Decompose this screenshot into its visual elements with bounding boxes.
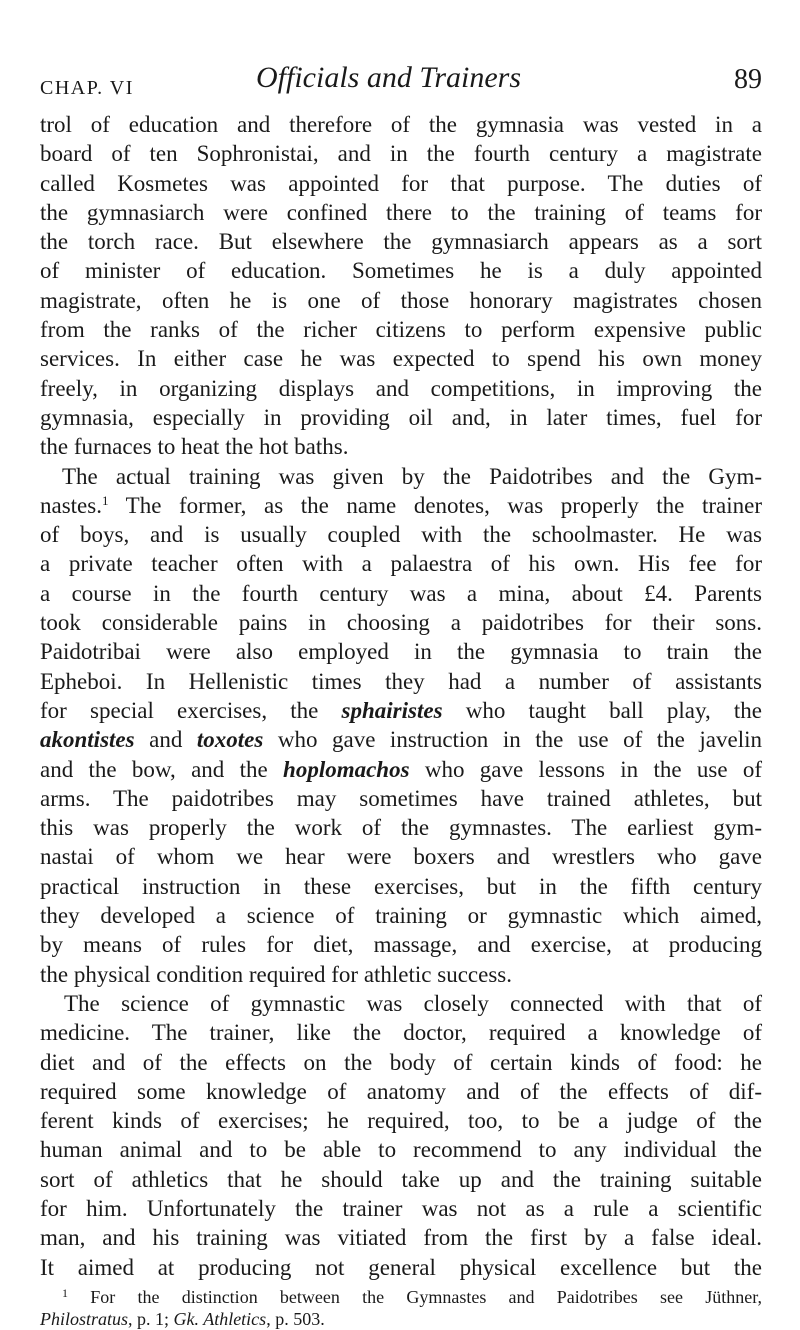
text-line: diet and of the effects on the body of certain kinds of food: he (40, 1049, 762, 1075)
text-line: of minister of education. Sometimes he is a duly appointed (40, 258, 762, 284)
text-line: a private teacher often with a palaestra of his own. His fee for (40, 551, 762, 577)
text-segment: nastes. (40, 492, 102, 518)
citation-title: Gk. Athletics (173, 1308, 267, 1329)
text-segment: who gave instruction in the use of the javelin (263, 727, 762, 753)
greek-term: hoplomachos (283, 756, 410, 782)
text-line (40, 725, 762, 754)
text-segment: , p. 1; (128, 1308, 174, 1329)
text-line: practical instruction in these exercises, but in the fifth century (40, 873, 762, 899)
text-line: of boys, and is usually coupled with the schoolmaster. He was (40, 522, 762, 548)
text-segment: and (134, 727, 197, 753)
text-line: gymnasia, especially in providing oil and, in later times, fuel for (40, 404, 762, 430)
page-number: 89 (734, 64, 762, 95)
text-line: from the ranks of the richer citizens to perform expensive public (40, 317, 762, 343)
text-line: the furnaces to heat the hot baths. (40, 434, 349, 460)
text-line: The actual training was given by the Paidotribes and the Gym- (62, 463, 762, 489)
text-line: human animal and to be able to recommend to any individual the (40, 1137, 762, 1163)
paragraph-2 (40, 462, 762, 989)
text-line: ferent kinds of exercises; he required, too, to be a judge of the (40, 1108, 762, 1134)
text-line: services. In either case he was expected to spend his own money (40, 346, 762, 372)
greek-term: toxotes (196, 727, 264, 753)
footnote-number: 1 (62, 1285, 68, 1300)
greek-term: akontistes (40, 727, 135, 753)
text-line: Epheboi. In Hellenistic times they had a number of assistants (40, 668, 762, 694)
text-line: the gymnasiarch were confined there to the training of teams for (40, 199, 762, 225)
footnote-line (40, 1308, 762, 1330)
text-line: It aimed at producing not general physical excellence but the (40, 1254, 762, 1280)
text-segment: and the bow, and the (40, 756, 284, 782)
text-line: this was properly the work of the gymnastes. The earliest gym- (40, 815, 762, 841)
text-line: magistrate, often he is one of those honorary magistrates chosen (40, 287, 762, 313)
chapter-label: CHAP. VI (40, 77, 134, 99)
text-line: took considerable pains in choosing a paidotribes for their sons. (40, 610, 762, 636)
book-page (40, 62, 762, 1330)
text-segment: who gave lessons in the use of (409, 756, 762, 782)
text-line: arms. The paidotribes may sometimes have trained athletes, but (40, 785, 762, 811)
footnote-line (40, 1286, 762, 1308)
text-line: a course in the fourth century was a mina, about £4. Parents (40, 580, 762, 606)
running-header (40, 62, 762, 110)
text-line: for him. Unfortunately the trainer was not as a rule a scientific (40, 1195, 762, 1221)
text-line (40, 491, 762, 520)
text-line: sort of athletics that he should take up and the training suitable (40, 1166, 762, 1192)
text-line: medicine. The trainer, like the doctor, required a knowledge of (40, 1020, 762, 1046)
paragraph-3 (40, 989, 762, 1282)
footnote (40, 1286, 762, 1330)
text-segment: For the distinction between the Gymnastes and Paidotribes see Jüthner, (68, 1286, 762, 1307)
text-line: man, and his training was vitiated from the first by a false ideal. (40, 1225, 762, 1251)
text-line: freely, in organizing displays and competitions, in improving the (40, 375, 762, 401)
text-line: trol of education and therefore of the gymnasia was vested in a (40, 112, 762, 137)
text-segment: for special exercises, the (40, 697, 342, 723)
text-line: Paidotribai were also employed in the gymnasia to train the (40, 639, 762, 665)
text-segment: The former, as the name denotes, was properly the trainer (108, 492, 762, 518)
text-line: by means of rules for diet, massage, and exercise, at producing (40, 932, 762, 958)
paragraph-1 (40, 110, 762, 462)
text-line: required some knowledge of anatomy and of the effects of dif- (40, 1078, 762, 1104)
text-line: they developed a science of training or gymnastic which aimed, (40, 903, 762, 929)
text-line: the torch race. But elsewhere the gymnasiarch appears as a sort (40, 229, 762, 255)
citation-title: Philostratus (40, 1308, 129, 1329)
text-line: nastai of whom we hear were boxers and wrestlers who gave (40, 844, 762, 870)
text-segment: who taught ball play, the (442, 697, 762, 723)
text-line (40, 755, 762, 784)
greek-term: sphairistes (341, 697, 443, 723)
text-line: The science of gymnastic was closely connected with that of (64, 990, 762, 1016)
text-line: board of ten Sophronistai, and in the fourth century a magistrate (40, 141, 762, 167)
body-text (40, 110, 762, 1282)
text-line: the physical condition required for athletic success. (40, 961, 512, 987)
text-segment: , p. 503. (266, 1308, 325, 1329)
footnote-marker: 1 (101, 492, 109, 508)
text-line (40, 696, 762, 725)
text-line: called Kosmetes was appointed for that purpose. The duties of (40, 170, 762, 196)
running-title: Officials and Trainers (256, 61, 522, 94)
